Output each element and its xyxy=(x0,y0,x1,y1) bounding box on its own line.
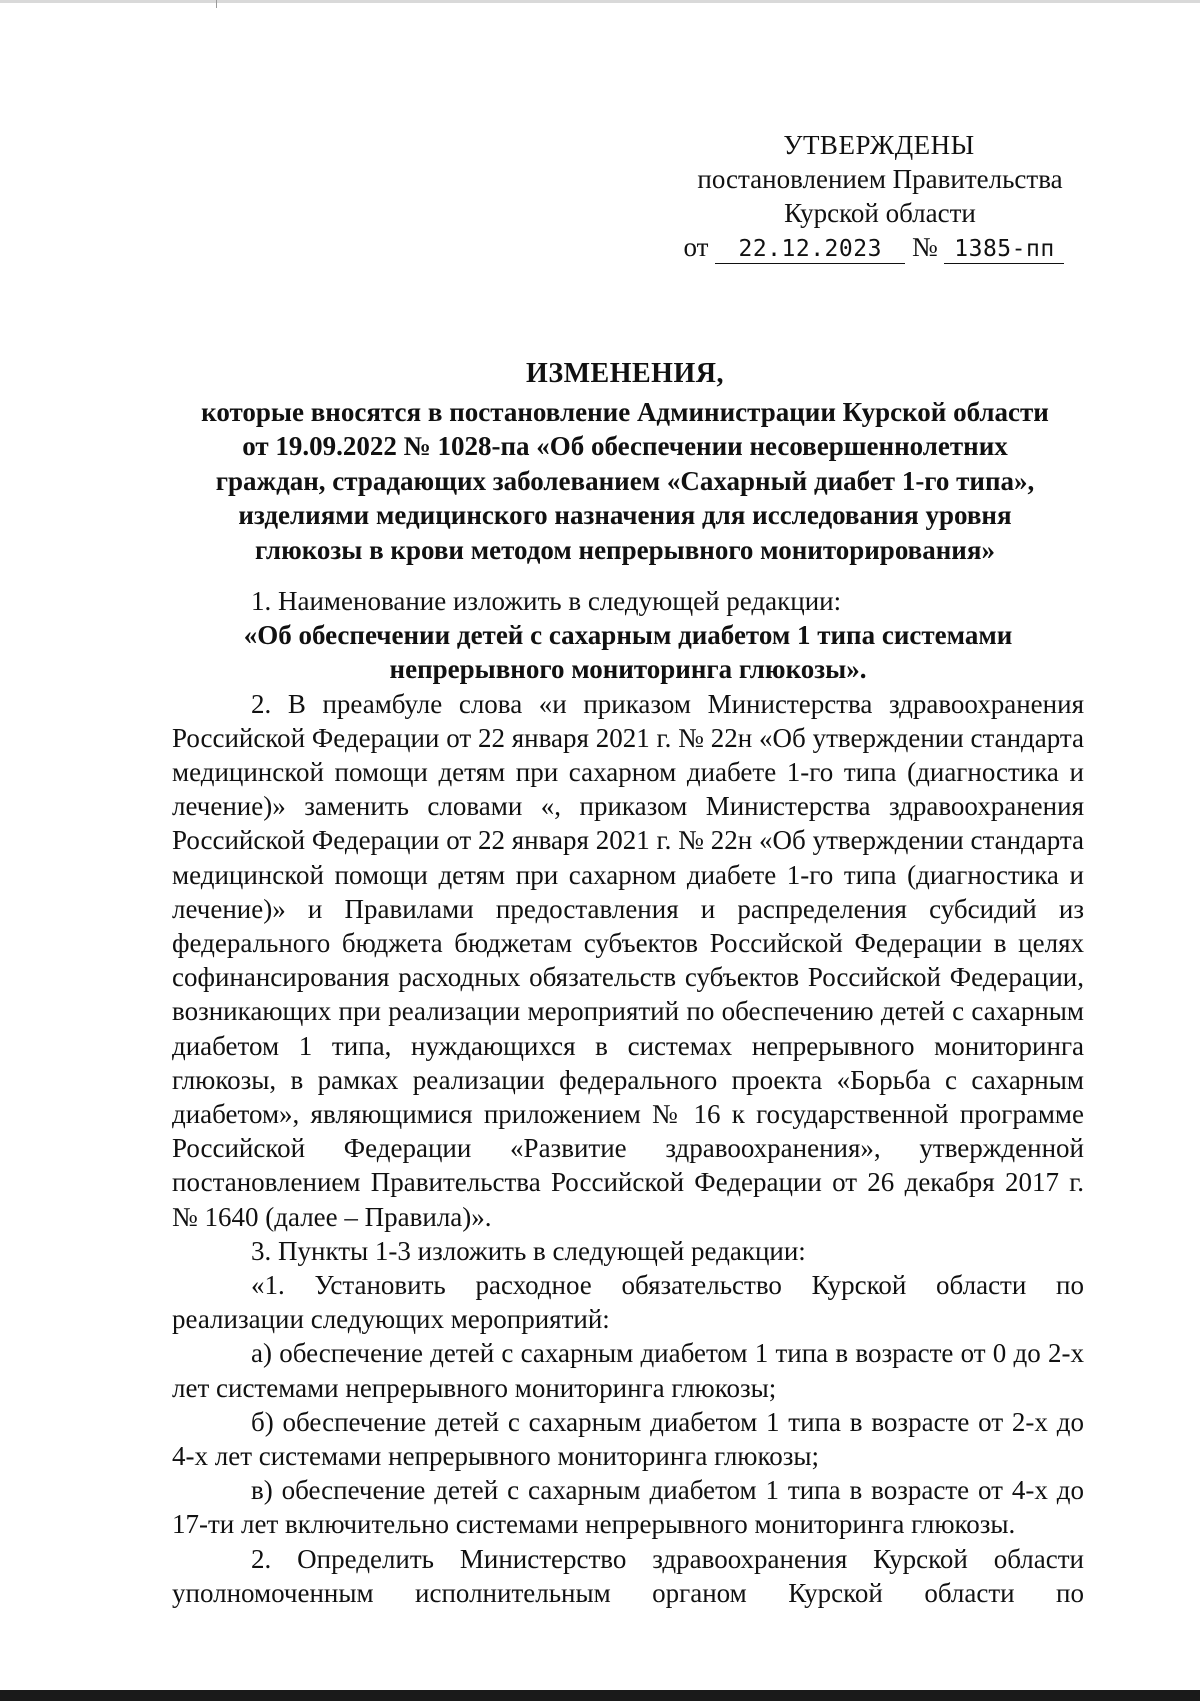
title-line-3: граждан, страдающих заболеванием «Сахарный диабет 1-го типа», xyxy=(215,465,1035,496)
new-name-line-2: непрерывного мониторинга глюкозы». xyxy=(389,654,867,685)
approval-heading: УТВЕРЖДЕНЫ xyxy=(783,130,975,160)
approval-date-line xyxy=(660,230,1080,264)
date-prefix: от xyxy=(683,232,709,262)
item-2-paragraph: 2. В преамбуле слова «и приказом Министерства здравоохранения Российской Федерации от 22 января 2021 г. № 22н «Об утверждении стандарта медицинской помощи детям при сахарном диабете 1-го типа (диагностика и лечение)» заменить словами «, приказом Министерства здравоохранения Российской Федерации от 22 января 2021 г. № 22н «Об утверждении стандарта медицинской помощи детям при сахарном диабете 1-го типа (диагностика и лечение)» и Правилами предоставления и распределения субсидий из федерального бюджета бюджетам субъектов Российской Федерации в целях софинансирования расходных обязательств субъектов Российской Федерации, возникающих при реализации мероприятий по обеспечению детей с сахарным диабетом 1 типа, нуждающихся в системах непрерывного мониторинга глюкозы, в рамках реализации федерального проекта «Борьба с сахарным диабетом», являющимися приложением № 16 к государственной программе Российской Федерации «Развитие здравоохранения», утвержденной постановлением Правительства Российской Федерации от 26 декабря 2017 г. № 1640 (далее – Правила)». xyxy=(172,688,1084,1232)
item-3-intro: 3. Пункты 1-3 изложить в следующей редакции: xyxy=(251,1235,806,1266)
document-title xyxy=(170,357,1080,567)
approval-date: 22.12.2023 xyxy=(715,235,905,264)
document-body xyxy=(172,584,1084,1610)
scan-top-edge xyxy=(0,0,1200,3)
item-3-subpoint-c: в) обеспечение детей с сахарным диабетом 1 типа в возрасте от 4-х до 17-ти лет включительно системами непрерывного мониторинга глюкозы. xyxy=(172,1475,1084,1540)
title-line-1: которые вносятся в постановление Администрации Курской области xyxy=(201,396,1049,427)
number-prefix: № xyxy=(911,232,938,262)
approval-line-1: постановлением Правительства xyxy=(697,164,1063,194)
scan-mark xyxy=(216,0,217,8)
approval-line-2: Курской области xyxy=(784,198,976,228)
title-main: ИЗМЕНЕНИЯ, xyxy=(526,358,724,389)
approval-block xyxy=(660,128,1080,264)
title-line-4: изделиями медицинского назначения для исследования уровня xyxy=(238,500,1012,530)
item-1-intro: 1. Наименование изложить в следующей редакции: xyxy=(251,586,842,616)
item-3-point-1: «1. Установить расходное обязательство Курской области по реализации следующих мероприятий: xyxy=(172,1270,1084,1335)
title-line-2: от 19.09.2022 № 1028-па «Об обеспечении несовершеннолетних xyxy=(242,431,1008,461)
scan-bottom-edge xyxy=(0,1690,1200,1701)
item-3-point-2: 2. Определить Министерство здравоохранения Курской области уполномоченным исполнительным органом Курской области по xyxy=(172,1543,1084,1608)
approval-number: 1385-пп xyxy=(944,235,1064,264)
item-3-subpoint-a: а) обеспечение детей с сахарным диабетом 1 типа в возрасте от 0 до 2-х лет системами непрерывного мониторинга глюкозы; xyxy=(172,1338,1084,1403)
item-3-subpoint-b: б) обеспечение детей с сахарным диабетом 1 типа в возрасте от 2-х до 4-х лет системами непрерывного мониторинга глюкозы; xyxy=(172,1406,1084,1472)
new-name-line-1: «Об обеспечении детей с сахарным диабетом 1 типа системами xyxy=(243,620,1013,651)
item-1-new-name xyxy=(172,618,1084,686)
title-line-5: глюкозы в крови методом непрерывного мониторирования» xyxy=(255,534,995,565)
